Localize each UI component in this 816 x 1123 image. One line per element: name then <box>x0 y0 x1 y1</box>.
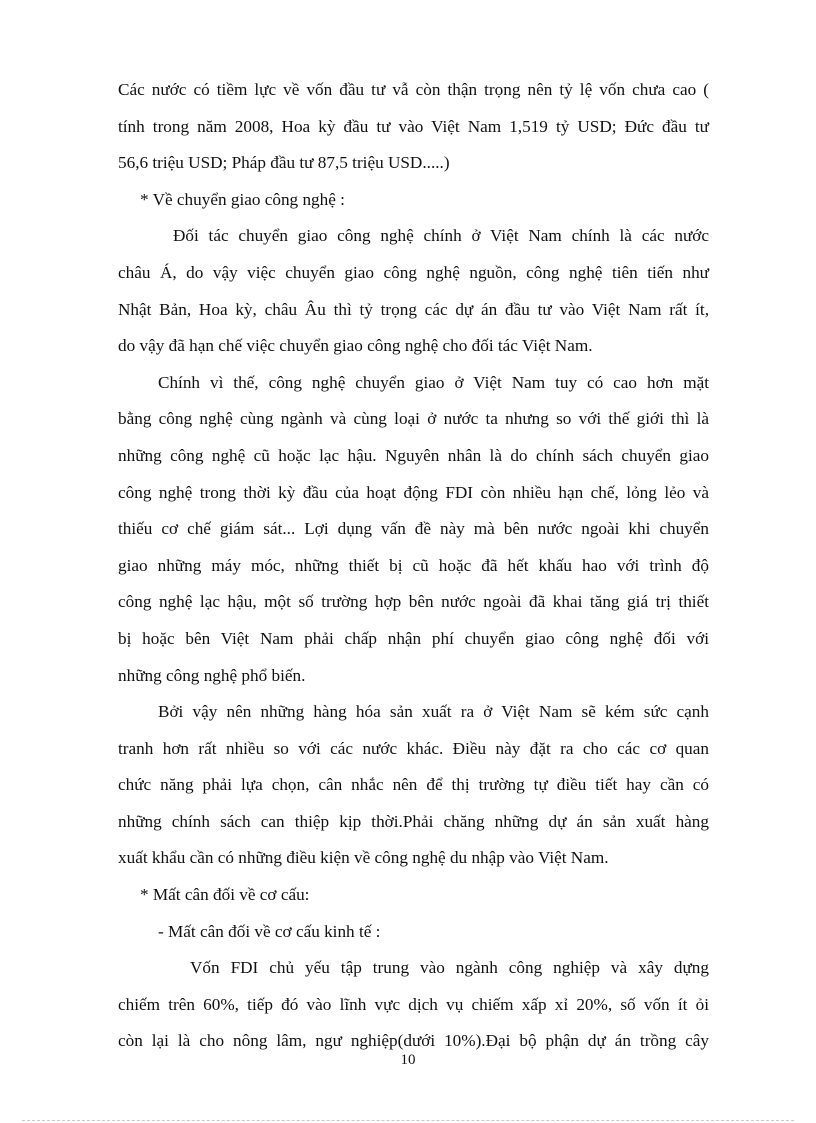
text-line: châu Á, do vậy việc chuyển giao công nghệ nguồn, công nghệ tiên tiến như <box>118 262 709 282</box>
subsection-heading-economic-structure: - Mất cân đối về cơ cấu kinh tế : <box>158 921 381 941</box>
text-line: tranh hơn rất nhiều so với các nước khác. Điều này đặt ra cho các cơ quan <box>118 738 709 758</box>
text-line: Bởi vậy nên những hàng hóa sản xuất ra ở Việt Nam sẽ kém sức cạnh <box>158 702 709 722</box>
text-line: những công nghệ phổ biến. <box>118 665 306 685</box>
text-line: những chính sách can thiệp kịp thời.Phải chăng những dự án sản xuất hàng <box>118 811 709 831</box>
text-line: bị hoặc bên Việt Nam phải chấp nhận phí chuyển giao công nghệ đối với <box>118 628 709 648</box>
text-line: Các nước có tiềm lực về vốn đầu tư vẫ còn thận trọng nên tỷ lệ vốn chưa cao ( <box>118 80 709 99</box>
text-line: chiếm trên 60%, tiếp đó vào lĩnh vực dịch vụ chiếm xấp xỉ 20%, số vốn ít ỏi <box>118 994 709 1014</box>
text-line: công nghệ trong thời kỳ đầu của hoạt động FDI còn nhiều hạn chế, lỏng lẻo và <box>118 482 709 502</box>
section-heading-technology-transfer: * Về chuyển giao công nghệ : <box>140 189 345 209</box>
text-line: công nghệ lạc hậu, một số trường hợp bên nước ngoài đã khai tăng giá trị thiết <box>118 592 709 612</box>
text-line: Đối tác chuyển giao công nghệ chính ở Việt Nam chính là các nước <box>173 226 709 246</box>
text-line: giao những máy móc, những thiết bị cũ hoặc đã hết khấu hao với trình độ <box>118 555 709 575</box>
page-number: 10 <box>400 1052 416 1068</box>
text-line: do vậy đã hạn chế việc chuyển giao công nghệ cho đối tác Việt Nam. <box>118 336 593 356</box>
text-line: xuất khẩu cần có những điều kiện về công nghệ du nhập vào Việt Nam. <box>118 848 609 868</box>
section-heading-structural-imbalance: * Mất cân đối về cơ cấu: <box>140 885 310 905</box>
text-line: Vốn FDI chủ yếu tập trung vào ngành công nghiệp và xây dựng <box>190 958 709 978</box>
text-line: bằng công nghệ cùng ngành và cùng loại ở nước ta nhưng so với thế giới thì là <box>118 409 709 429</box>
page-bottom-divider <box>22 1120 794 1121</box>
text-line: chức năng phải lựa chọn, cân nhắc nên để thị trường tự điều tiết hay cần có <box>118 775 709 795</box>
text-line: thiếu cơ chế giám sát... Lợi dụng vấn đề này mà bên nước ngoài khi chuyển <box>118 519 709 539</box>
text-line: 56,6 triệu USD; Pháp đầu tư 87,5 triệu USD.....) <box>118 153 450 173</box>
text-line: những công nghệ cũ hoặc lạc hậu. Nguyên nhân là do chính sách chuyển giao <box>118 445 709 465</box>
text-line: Chính vì thế, công nghệ chuyển giao ở Việt Nam tuy có cao hơn mặt <box>158 372 709 392</box>
text-line: Nhật Bản, Hoa kỳ, châu Âu thì tỷ trọng các dự án đầu tư vào Việt Nam rất ít, <box>118 299 709 319</box>
document-body <box>118 72 709 1060</box>
text-line: còn lại là cho nông lâm, ngư nghiệp(dưới 10%).Đại bộ phận dự án trồng cây <box>118 1031 709 1051</box>
text-line: tính trong năm 2008, Hoa kỳ đầu tư vào Việt Nam 1,519 tỷ USD; Đức đầu tư <box>118 116 709 136</box>
